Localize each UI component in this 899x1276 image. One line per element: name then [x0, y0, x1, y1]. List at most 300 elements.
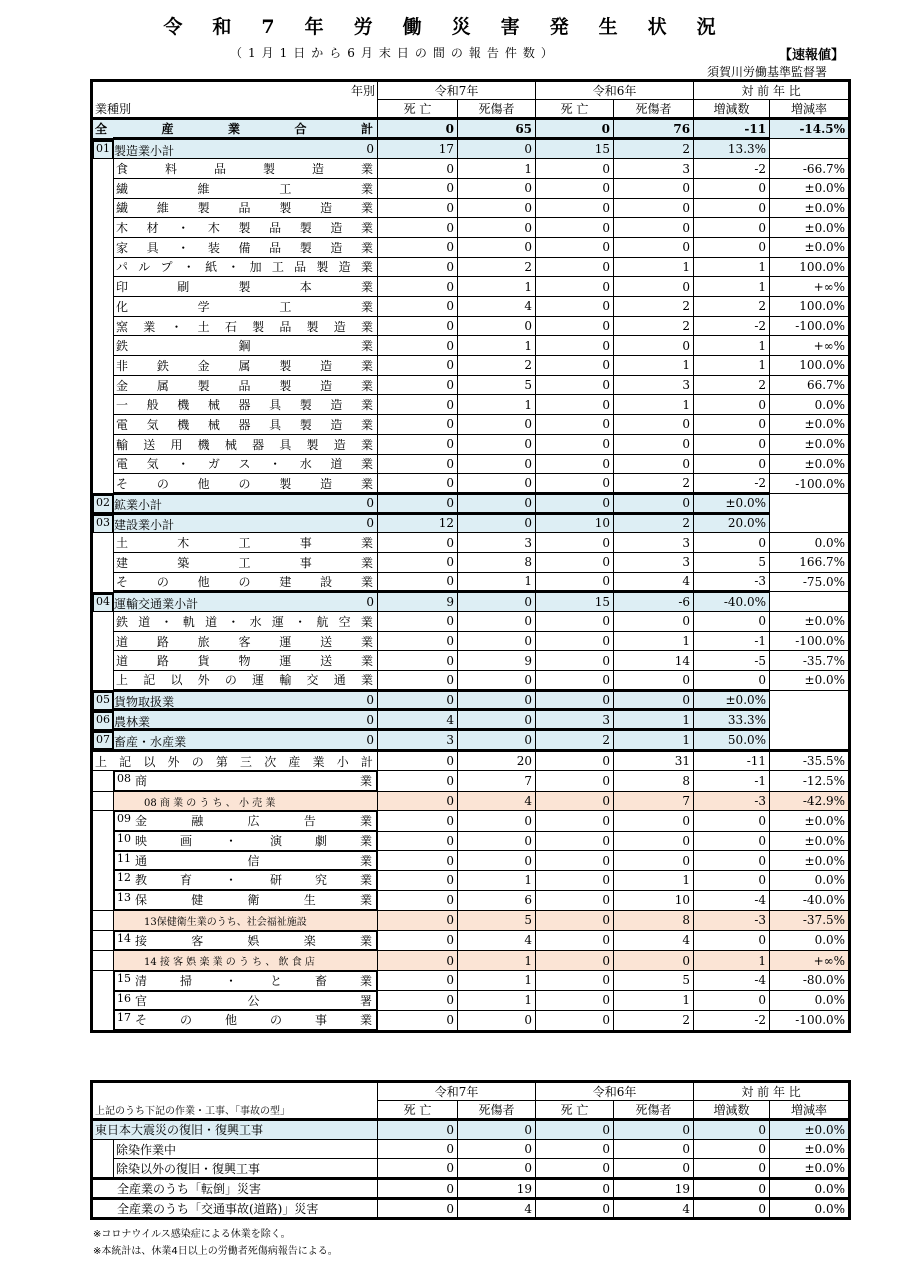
r7-casualty: 0	[458, 671, 536, 691]
industry-name: 道 路 貨 物 運 送 業	[116, 654, 373, 669]
row-label	[114, 831, 377, 851]
death-header: 死 亡	[536, 100, 614, 119]
industry-name: 鉄 鋼 業	[116, 339, 374, 354]
row-label	[93, 710, 151, 730]
row-label	[114, 533, 378, 553]
r7-casualty: 3	[378, 730, 458, 751]
indent-cell	[92, 178, 114, 198]
r7-casualty: 1	[458, 970, 536, 990]
yoy-rate: ±0.0%	[770, 218, 850, 238]
yoy-diff: 0	[694, 434, 770, 454]
row-label	[114, 951, 378, 971]
r6-death: 0	[536, 336, 614, 356]
r7-death: 0	[378, 533, 458, 553]
yoy-diff: 2	[614, 513, 694, 533]
industry-name: 除染以外の復旧・復興工事	[116, 1161, 261, 1176]
table-row	[92, 454, 850, 474]
r7-death: 0	[378, 297, 458, 317]
r7-casualty: 9	[378, 592, 458, 612]
r7-death: 0	[378, 178, 458, 198]
r7-header: 令和7年	[378, 81, 536, 100]
sub-table-row	[92, 1159, 850, 1179]
rate-header: 増減率	[770, 100, 850, 119]
row-label	[92, 1199, 378, 1219]
industry-name: 上 記 以 外 の 運 輸 交 通 業	[116, 673, 373, 688]
industry-code: 10	[117, 832, 131, 846]
yoy-rate: ±0.0%	[770, 198, 850, 218]
industry-code: 15	[117, 971, 131, 985]
industry-name: 窯 業 ・ 土 石 製 品 製 造 業	[116, 319, 373, 334]
row-label	[114, 931, 377, 951]
industry-code: 05	[96, 693, 110, 707]
r6-death: 0	[536, 277, 614, 297]
r7-casualty: 0	[458, 415, 536, 435]
r7-casualty: 1	[458, 159, 536, 179]
diff-header: 増減数	[694, 100, 770, 119]
indent-cell	[92, 218, 114, 238]
indent-cell	[92, 552, 114, 572]
indent-cell	[92, 1010, 114, 1031]
row-label	[93, 493, 163, 513]
indent-cell	[92, 791, 114, 811]
r7-casualty: 0	[458, 1010, 536, 1031]
r6-death: 0	[536, 454, 614, 474]
r7-casualty: 0	[458, 811, 536, 831]
yoy-diff: 2	[694, 297, 770, 317]
r7-death: 0	[378, 811, 458, 831]
yoy-diff: 5	[694, 552, 770, 572]
yoy-rate: 0.0%	[770, 870, 850, 890]
r7-death: 0	[378, 831, 458, 851]
table-row	[92, 831, 850, 851]
industry-name: 運 輸 交 通 業 小 計	[114, 596, 199, 611]
r7-casualty: 65	[458, 119, 536, 139]
industry-name: そ の 他 の 建 設 業	[116, 574, 373, 589]
r7-casualty: 20	[458, 751, 536, 771]
r7-casualty: 19	[458, 1179, 536, 1199]
yoy-rate: -12.5%	[770, 771, 850, 792]
r6-death: 0	[536, 533, 614, 553]
yoy-rate: ±0.0%	[770, 612, 850, 632]
row-label	[114, 870, 377, 890]
r7-death: 0	[378, 257, 458, 277]
yoy-rate: -100.0%	[770, 474, 850, 494]
industry-name: 電 気 ・ ガ ス ・ 水 道 業	[116, 457, 374, 472]
indent-cell	[92, 612, 114, 632]
r7-casualty: 0	[378, 493, 458, 513]
row-label	[114, 851, 377, 871]
industry-code: 07	[96, 732, 110, 746]
yoy-rate: ±0.0%	[770, 454, 850, 474]
table-row	[92, 930, 850, 951]
r6-death: 0	[536, 771, 614, 792]
sub-header-row-2	[92, 1101, 850, 1120]
yoy-diff: 0	[694, 851, 770, 871]
r6-casualty: 2	[614, 1010, 694, 1031]
r6-death: 0	[536, 316, 614, 336]
row-label	[114, 890, 377, 910]
yoy-diff: 0	[694, 930, 770, 951]
yoy-rate: ±0.0%	[770, 1159, 850, 1179]
yoy-rate: -40.0%	[770, 890, 850, 910]
r7-casualty: 0	[458, 316, 536, 336]
r6-death: 0	[458, 139, 536, 159]
table-row	[92, 434, 850, 454]
yoy-diff: -11	[694, 119, 770, 139]
indent-cell	[92, 831, 114, 851]
r6-casualty: 7	[614, 791, 694, 811]
indent-cell	[92, 930, 114, 951]
row-label	[114, 415, 378, 435]
indent-cell	[92, 651, 114, 671]
industry-name: 東日本大震災の復旧・復興工事	[95, 1123, 264, 1138]
r6-death: 0	[536, 970, 614, 990]
industry-name: 全産業のうち「転倒」災害	[117, 1182, 262, 1197]
indent-cell	[92, 375, 114, 395]
row-label	[114, 1159, 378, 1179]
r6-casualty: 2	[614, 474, 694, 494]
r6-casualty: 0	[614, 218, 694, 238]
indent-cell	[92, 890, 114, 910]
table-row	[92, 297, 850, 317]
r6-casualty: 0	[614, 277, 694, 297]
yoy-diff: -6	[614, 592, 694, 612]
yoy-rate: 0.0%	[770, 533, 850, 553]
row-label	[114, 631, 378, 651]
row-label	[114, 971, 377, 991]
r7-casualty: 5	[458, 910, 536, 930]
table-row	[92, 395, 850, 415]
r6-death: 0	[536, 612, 614, 632]
yoy-rate: ±0.0%	[770, 671, 850, 691]
r6-casualty: 3	[614, 533, 694, 553]
yoy-diff: -5	[694, 651, 770, 671]
industry-code: 14	[117, 931, 131, 945]
yoy-rate: -14.5%	[770, 119, 850, 139]
industry-name: 保 健 衛 生 業	[135, 893, 373, 908]
yoy-rate: 13.3%	[694, 139, 770, 159]
r7-casualty: 9	[458, 651, 536, 671]
industry-code: 02	[96, 496, 110, 510]
yoy-rate: ±0.0%	[770, 1139, 850, 1159]
industry-name: 非 鉄 金 属 製 造 業	[116, 358, 373, 373]
row-label	[114, 771, 377, 791]
r7-header: 令和7年	[378, 1082, 536, 1101]
r7-death: 0	[378, 395, 458, 415]
r7-death: 0	[378, 237, 458, 257]
indent-cell	[92, 631, 114, 651]
r6-casualty: 0	[614, 851, 694, 871]
indent-cell	[92, 257, 114, 277]
r7-death: 0	[378, 970, 458, 990]
r7-death: 0	[114, 690, 378, 710]
r7-death: 0	[378, 474, 458, 494]
row-label	[114, 434, 378, 454]
indent-cell	[92, 533, 114, 553]
industry-name: 鉄 道 ・ 軌 道 ・ 水 運 ・ 航 空 業	[116, 614, 373, 629]
row-label	[92, 119, 378, 139]
r7-death: 0	[378, 851, 458, 871]
r7-casualty: 0	[458, 612, 536, 632]
r6-death: 0	[536, 395, 614, 415]
r7-death: 0	[378, 1199, 458, 1219]
indent-cell	[92, 671, 114, 691]
industry-name: 道 路 旅 客 運 送 業	[116, 634, 373, 649]
r6-casualty: 0	[614, 811, 694, 831]
r6-death: 0	[536, 237, 614, 257]
r6-casualty: 31	[614, 751, 694, 771]
page-title: 令和7年労働災害発生状況	[163, 16, 746, 38]
yoy-diff: 0	[694, 237, 770, 257]
r7-casualty: 0	[458, 631, 536, 651]
table-row	[92, 771, 850, 792]
industry-code: 06	[96, 712, 110, 726]
r6-death: 0	[458, 730, 536, 751]
industry-name: 食 料 品 製 造 業	[116, 162, 374, 177]
r7-casualty: 1	[458, 277, 536, 297]
table-row	[92, 951, 850, 971]
table-row	[92, 851, 850, 871]
r6-death: 0	[536, 415, 614, 435]
industry-name: 接 客 娯 楽 業	[135, 933, 373, 948]
r6-casualty: 1	[614, 395, 694, 415]
indent-cell	[92, 771, 114, 792]
yoy-diff: 0	[694, 1199, 770, 1219]
page-subtitle: （1月1日から6月末日の間の報告件数）	[230, 46, 559, 60]
row-label	[114, 257, 378, 277]
indent-cell	[92, 910, 114, 930]
yoy-rate: ±0.0%	[770, 851, 850, 871]
r7-casualty: 6	[458, 890, 536, 910]
casualty-header: 死傷者	[614, 1101, 694, 1120]
r7-casualty: 4	[458, 930, 536, 951]
yoy-diff: 2	[614, 139, 694, 159]
row-label	[114, 178, 378, 198]
industry-name: 農 林 業	[114, 714, 151, 729]
industry-name: そ の 他 の 事 業	[135, 1013, 373, 1028]
r6-death: 0	[536, 791, 614, 811]
indent-cell	[92, 870, 114, 890]
industry-name: 製 造 業 小 計	[114, 144, 175, 158]
yoy-diff: 0	[694, 1139, 770, 1159]
r6-header: 令和6年	[536, 81, 694, 100]
yoy-rate: ±0.0%	[694, 690, 770, 710]
industry-name: 電 気 機 械 器 具 製 造 業	[116, 417, 374, 432]
table-row	[92, 139, 850, 159]
industry-name: 繊 維 工 業	[116, 181, 373, 196]
industry-name: そ の 他 の 製 造 業	[116, 476, 373, 491]
table-row	[92, 415, 850, 435]
yoy-diff: 0	[694, 1120, 770, 1140]
industry-name: 輸 送 用 機 械 器 具 製 造 業	[116, 437, 373, 452]
yoy-diff: 0	[694, 811, 770, 831]
r7-casualty: 0	[458, 851, 536, 871]
table-row	[92, 572, 850, 592]
r6-casualty: 2	[614, 316, 694, 336]
r7-death: 0	[378, 951, 458, 971]
r7-death: 0	[378, 572, 458, 592]
sub-table	[90, 1080, 851, 1220]
r7-death: 0	[114, 592, 378, 612]
table-row	[92, 474, 850, 494]
r7-death: 0	[378, 651, 458, 671]
industry-name: 貨 物 取 扱 業	[114, 695, 175, 710]
indent-cell	[92, 415, 114, 435]
industry-name: 通 信 業	[135, 853, 373, 868]
row-label	[93, 513, 175, 533]
r7-casualty: 0	[458, 198, 536, 218]
r6-casualty: 0	[536, 493, 614, 513]
row-label	[114, 395, 378, 415]
r7-casualty: 4	[458, 791, 536, 811]
r6-death: 0	[536, 119, 614, 139]
indent-cell	[92, 434, 114, 454]
row-label	[114, 198, 378, 218]
yoy-rate: -66.7%	[770, 159, 850, 179]
industry-name: 建 設 業 小 計	[114, 518, 175, 533]
yoy-diff: 0	[694, 1159, 770, 1179]
industry-code: 03	[96, 516, 110, 530]
indent-cell	[92, 297, 114, 317]
industry-name: 除染作業中	[116, 1142, 177, 1157]
yoy-diff: -3	[694, 910, 770, 930]
r6-death: 0	[536, 910, 614, 930]
table-row	[92, 375, 850, 395]
yoy-rate: -100.0%	[770, 631, 850, 651]
yoy-diff: 0	[694, 178, 770, 198]
r6-death: 0	[536, 375, 614, 395]
row-label	[114, 454, 378, 474]
year-label: 年別	[92, 81, 378, 100]
r6-casualty: 8	[614, 771, 694, 792]
r7-casualty: 4	[458, 1199, 536, 1219]
industry-name: 一 般 機 械 器 具 製 造 業	[116, 398, 374, 413]
industry-code: 08	[117, 772, 131, 785]
industry-code: 09	[117, 812, 131, 826]
r6-casualty: 4	[614, 930, 694, 951]
row-label	[114, 572, 378, 592]
r7-casualty: 0	[458, 178, 536, 198]
table-row	[92, 970, 850, 990]
indent-cell	[92, 277, 114, 297]
table-row	[92, 513, 850, 533]
yoy-rate: 20.0%	[694, 513, 770, 533]
indent-cell	[92, 356, 114, 376]
industry-name: 家 具 ・ 装 備 品 製 造 業	[116, 240, 374, 255]
yoy-rate: ±0.0%	[770, 415, 850, 435]
r6-death: 0	[458, 710, 536, 730]
yoy-rate: -40.0%	[694, 592, 770, 612]
yoy-rate: ±0.0%	[694, 493, 770, 513]
r6-death: 0	[536, 552, 614, 572]
industry-name: 金 属 製 品 製 造 業	[116, 378, 373, 393]
r6-casualty: 0	[614, 831, 694, 851]
row-label	[114, 218, 378, 238]
r6-death: 0	[458, 493, 536, 513]
r6-casualty: 10	[614, 890, 694, 910]
r6-death: 0	[536, 1139, 614, 1159]
table-row	[92, 592, 850, 612]
table-row	[92, 631, 850, 651]
r6-casualty: 4	[614, 1199, 694, 1219]
r7-casualty: 17	[378, 139, 458, 159]
r6-death: 0	[536, 474, 614, 494]
table-row	[92, 651, 850, 671]
yoy-rate: ±0.0%	[770, 831, 850, 851]
sub-table-row	[92, 1179, 850, 1199]
r6-casualty: 1	[614, 257, 694, 277]
yoy-diff: -2	[694, 159, 770, 179]
r7-casualty: 7	[458, 771, 536, 792]
table-row	[92, 237, 850, 257]
yoy-rate: ±0.0%	[770, 1120, 850, 1140]
r7-casualty: 2	[458, 356, 536, 376]
r6-casualty: 0	[614, 1159, 694, 1179]
indent-cell	[92, 851, 114, 871]
footnote: ※コロナウイルス感染症による休業を除く。	[93, 1229, 291, 1240]
r7-death: 0	[378, 751, 458, 771]
yoy-rate: -35.5%	[770, 751, 850, 771]
row-label	[114, 159, 378, 179]
industry-name: 木 材 ・ 木 製 品 製 造 業	[116, 221, 374, 236]
industry-name: 建 築 工 事 業	[116, 555, 374, 570]
r7-death: 0	[378, 552, 458, 572]
row-label	[114, 811, 377, 831]
casualty-header: 死傷者	[458, 1101, 536, 1120]
table-row	[92, 356, 850, 376]
industry-name: 鉱 業 小 計	[114, 498, 163, 513]
r6-casualty: 15	[536, 139, 614, 159]
r6-death: 0	[458, 690, 536, 710]
r7-death: 0	[378, 415, 458, 435]
yoy-diff: 0	[614, 493, 694, 513]
r6-casualty: 2	[614, 297, 694, 317]
r7-casualty: 5	[458, 375, 536, 395]
industry-code: 04	[96, 594, 110, 608]
r7-death: 0	[378, 890, 458, 910]
table-row	[92, 533, 850, 553]
r6-death: 0	[536, 831, 614, 851]
industry-name: 全産業のうち「交通事故(道路)」災害	[117, 1202, 319, 1217]
r7-death: 0	[378, 1159, 458, 1179]
yoy-diff: 1	[614, 710, 694, 730]
r7-death: 0	[378, 454, 458, 474]
row-label	[114, 474, 378, 494]
row-label	[93, 730, 187, 750]
death-header: 死 亡	[378, 1101, 458, 1120]
r6-death: 0	[536, 651, 614, 671]
industry-code: 17	[117, 1011, 131, 1025]
table-row	[92, 218, 850, 238]
r6-death: 0	[536, 671, 614, 691]
r6-casualty: 0	[614, 237, 694, 257]
death-header: 死 亡	[536, 1101, 614, 1120]
indent-cell	[92, 1139, 114, 1159]
main-table	[90, 79, 851, 1033]
r6-casualty: 0	[614, 178, 694, 198]
yoy-diff: -1	[694, 631, 770, 651]
r7-death: 0	[114, 710, 378, 730]
industry-name: 官 公 署	[135, 993, 373, 1008]
yoy-diff: 1	[614, 730, 694, 751]
row-label	[114, 910, 378, 930]
row-label	[114, 552, 378, 572]
industry-name: 08 商 業 の う ち 、 小 売 業	[144, 797, 276, 809]
yoy-diff: 0	[694, 991, 770, 1011]
industry-name: 13保健衛生業のうち、社会福祉施設	[144, 916, 307, 928]
r6-casualty: 1	[614, 631, 694, 651]
yoy-diff: 0	[694, 454, 770, 474]
